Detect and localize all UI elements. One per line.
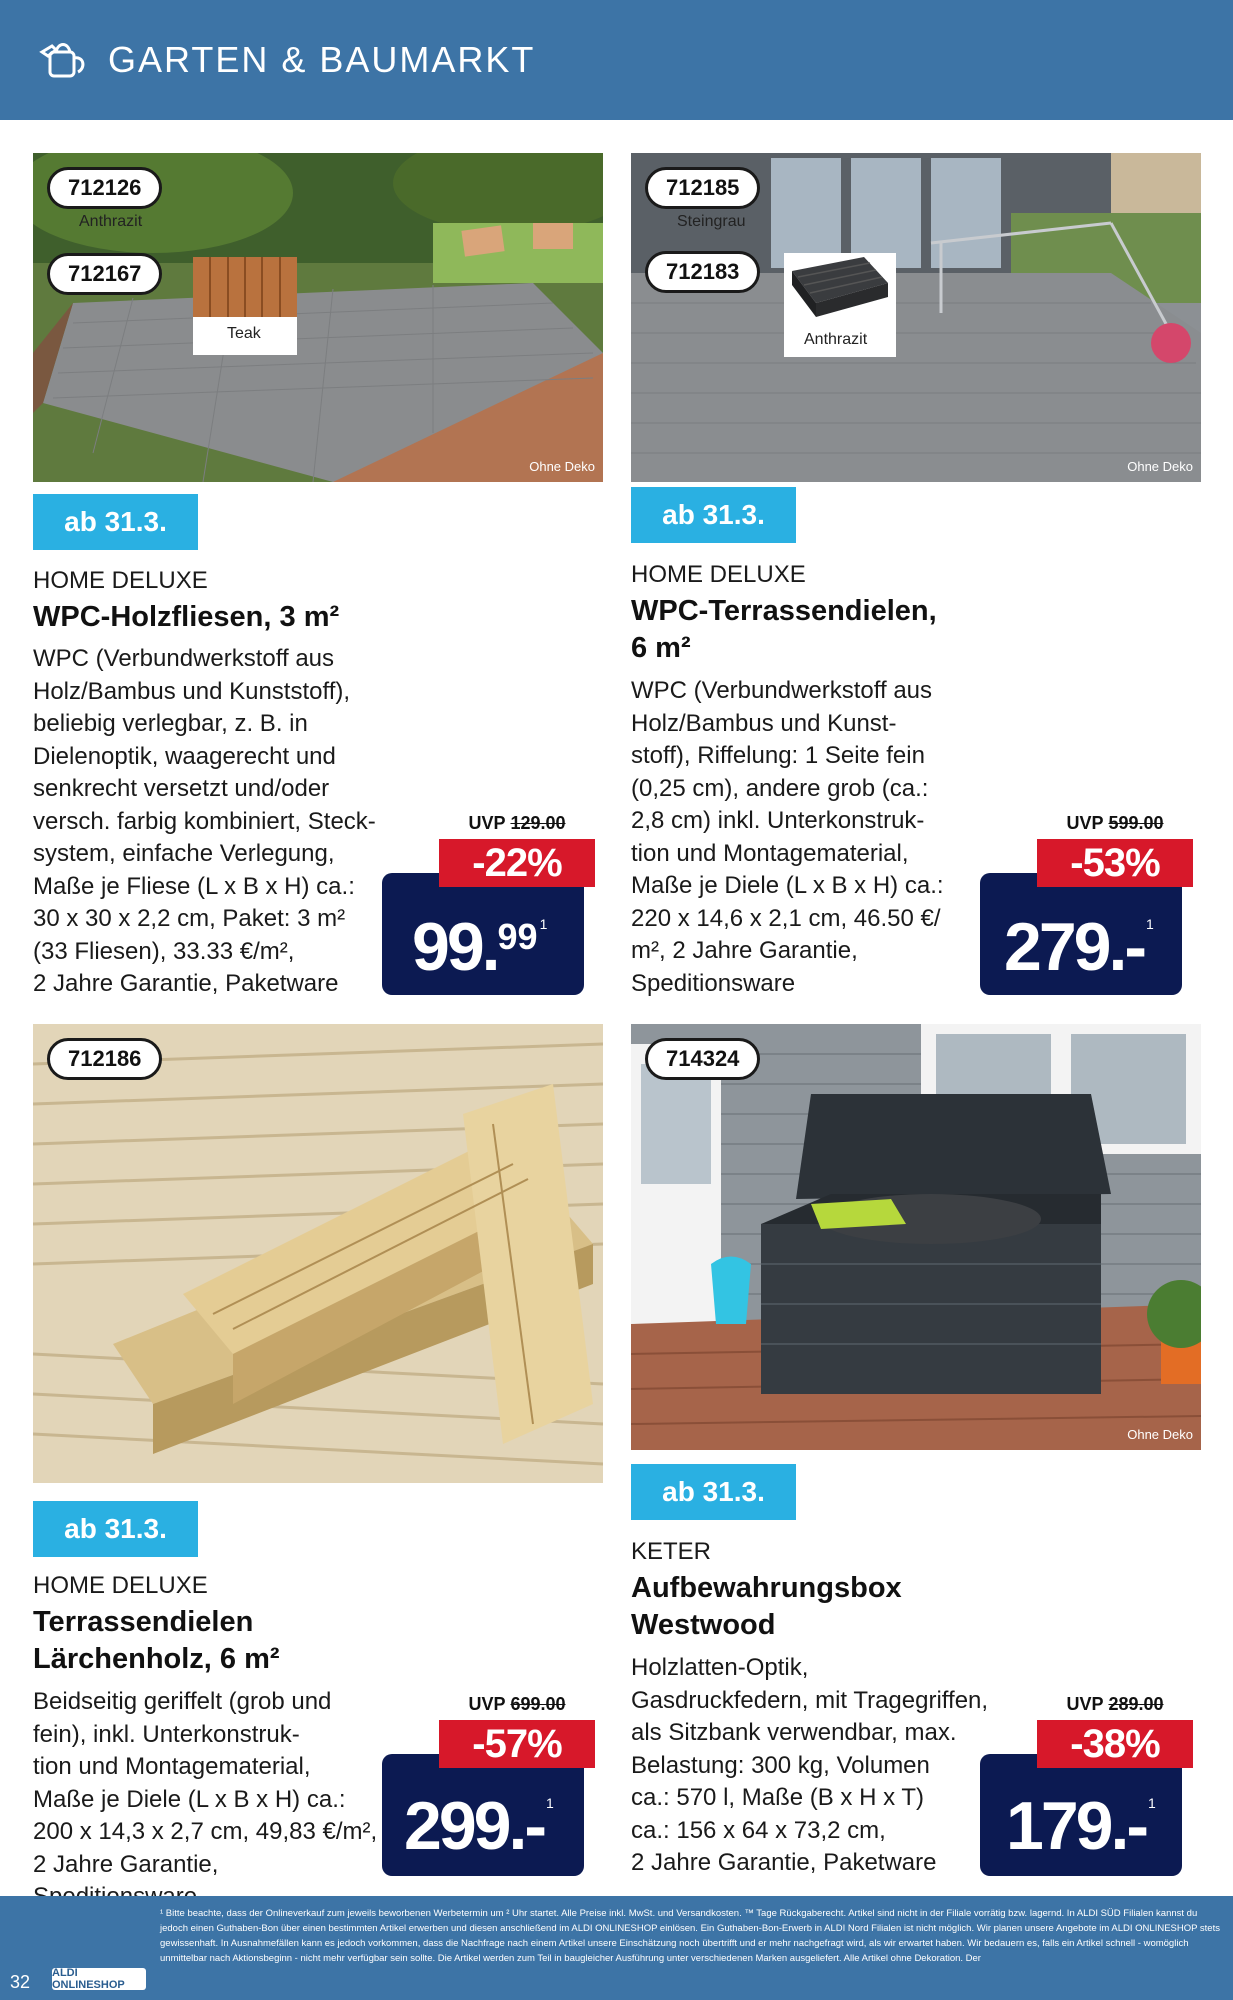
product-card-aufbewahrungsbox-westwood[interactable] <box>631 1024 1201 1884</box>
uvp-label: UVP 289.00 <box>1037 1687 1193 1721</box>
product-card-wpc-terrassendielen[interactable] <box>631 153 1201 1013</box>
product-card-wpc-holzfliesen[interactable] <box>33 153 603 1013</box>
product-photo[interactable] <box>631 153 1201 482</box>
swatch-label-teak: Teak <box>227 325 261 342</box>
footer <box>0 1896 1233 2000</box>
article-number: 712186 <box>47 1038 162 1080</box>
photo-note: Ohne Deko <box>1127 1427 1193 1442</box>
date-badge: ab 31.3. <box>33 1501 198 1557</box>
article-number: 712183 <box>645 251 760 293</box>
product-photo[interactable] <box>33 153 603 482</box>
price-box <box>382 873 584 995</box>
price-box <box>382 1754 584 1876</box>
teak-swatch <box>193 257 297 355</box>
article-number: 712167 <box>47 253 162 295</box>
teak-tile-icon <box>193 257 297 317</box>
decking-board-icon <box>784 253 896 323</box>
legal-text: ¹ Bitte beachte, dass der Onlineverkauf zum jeweils beworbenen Werbetermin um ² Uhr startet. Alle Preise inkl. MwSt. und Versandkosten. ™ Tage Rückgaberecht. Artikel sind nicht in der Filiale vorrätig bzw. lagernd. In ALDI SÜD Filialen kannst du jedoch einen Guthaben-Bon über einen bestimmten Artikel erwerben und diesen anschließend im ALDI ONLINESHOP einlösen. Ein Guthaben-Bon-Erwerb in ALDI Nord Filialen ist nicht möglich. Wir planen unsere Angebote im ALDI ONLINESHOP stets gewissenhaft. In Ausnahmefällen kann es jedoch vorkommen, dass die Nachfrage nach einem Artikel unsere Einschätzung noch übertrifft und er mehr nachgefragt wird, als wir erwartet haben. Wir bedauern es, falls ein Artikel schnell - womöglich unmittelbar nach Aktionsbeginn - nicht mehr verfügbar sein sollte. Die Artikel werden zum Teil in baugleicher Ausführung unter verschiedenen Marken ausgeliefert. Alle Artikel ohne Dekoration. Der <box>160 1908 1220 1964</box>
price: 179.- $^1$ <box>1006 1788 1153 1864</box>
date-badge: ab 31.3. <box>33 494 198 550</box>
discount-badge: -53% <box>1037 839 1193 887</box>
discount-badge: -38% <box>1037 1720 1193 1768</box>
price-box <box>980 1754 1182 1876</box>
onlineshop-logo[interactable]: ALDI ONLINESHOP <box>52 1968 146 1990</box>
brand: HOME DELUXE <box>33 1572 208 1599</box>
product-photo[interactable] <box>33 1024 603 1483</box>
product-name: WPC-Terrassendielen, 6 m² <box>631 595 937 664</box>
uvp-label: UVP 129.00 <box>439 806 595 840</box>
date-badge: ab 31.3. <box>631 1464 796 1520</box>
price: 99.99 $^1$ <box>412 909 545 985</box>
price: 299.- $^1$ <box>404 1788 551 1864</box>
article-number: 712126 <box>47 167 162 209</box>
uvp-label: UVP 699.00 <box>439 1687 595 1721</box>
product-description: Holzlatten-Optik, Gasdruckfedern, mit Tragegriffen, als Sitzbank verwendbar, max. Belastung: 300 kg, Volumen ca.: 570 l, Maße (B x H x T) ca.: 156 x 64 x 73,2 cm, 2 Jahre Garantie, Paketware <box>631 1654 989 1876</box>
date-badge: ab 31.3. <box>631 487 796 543</box>
watering-can-icon <box>34 38 92 82</box>
product-description: WPC (Verbundwerkstoff aus Holz/Bambus und Kunststoff), beliebig verlegbar, z. B. in Dielenoptik, waagerecht und senkrecht versetzt und/oder versch. farbig kombiniert, Steck- system, einfache Verlegung, Maße je Fliese (L x B x H) ca.: 30 x 30 x 2,2 cm, Paket: 3 m² (33 Fliesen), 33.33 €/m², 2 Jahre Garantie, Paketware <box>33 645 376 997</box>
price-box <box>980 873 1182 995</box>
brand: KETER <box>631 1538 712 1565</box>
product-name: Terrassendielen Lärchenholz, 6 m² <box>33 1606 280 1675</box>
swatch-label-anthrazit: Anthrazit <box>79 213 143 230</box>
photo-note: Ohne Deko <box>1127 459 1193 474</box>
product-description: Beidseitig geriffelt (grob und fein), inkl. Unterkonstruk- tion und Montagematerial, Maße je Diele (L x B x H) ca.: 200 x 14,3 x 2,7 cm, 49,83 €/m², 2 Jahre Garantie, <box>33 1688 378 1878</box>
page-number: 32 <box>10 1972 31 1992</box>
anthrazit-swatch <box>784 253 896 357</box>
brand: HOME DELUXE <box>631 561 806 588</box>
swatch-label-anthrazit: Anthrazit <box>804 331 868 348</box>
brand: HOME DELUXE <box>33 567 208 594</box>
product-name: WPC-Holzfliesen, 3 m² <box>33 601 340 633</box>
discount-badge: -57% <box>439 1720 595 1768</box>
product-name: Aufbewahrungsbox Westwood <box>631 1572 902 1641</box>
swatch-label-steingrau: Steingrau <box>677 213 746 230</box>
product-description: WPC (Verbundwerkstoff aus Holz/Bambus und Kunst- stoff), Riffelung: 1 Seite fein (0,25 cm), andere grob (ca.: 2,8 cm) inkl. Unterkonstruk- tion und Montagematerial, Maße je Diele (L x B x H) ca.: 220 x 14,6 x 2,1 cm, 46.50 €/ m², 2 Jahre Garantie, Speditionsware <box>631 677 944 997</box>
price: 279.- $^1$ <box>1004 909 1151 985</box>
section-header <box>0 0 1233 120</box>
section-title: GARTEN & BAUMARKT <box>108 39 536 80</box>
product-photo[interactable] <box>631 1024 1201 1450</box>
photo-note: Ohne Deko <box>529 459 595 474</box>
article-number: 714324 <box>645 1038 760 1080</box>
discount-badge: -22% <box>439 839 595 887</box>
uvp-label: UVP 599.00 <box>1037 806 1193 840</box>
article-number: 712185 <box>645 167 760 209</box>
product-card-terrassendielen-laerchenholz[interactable] <box>33 1024 603 1884</box>
